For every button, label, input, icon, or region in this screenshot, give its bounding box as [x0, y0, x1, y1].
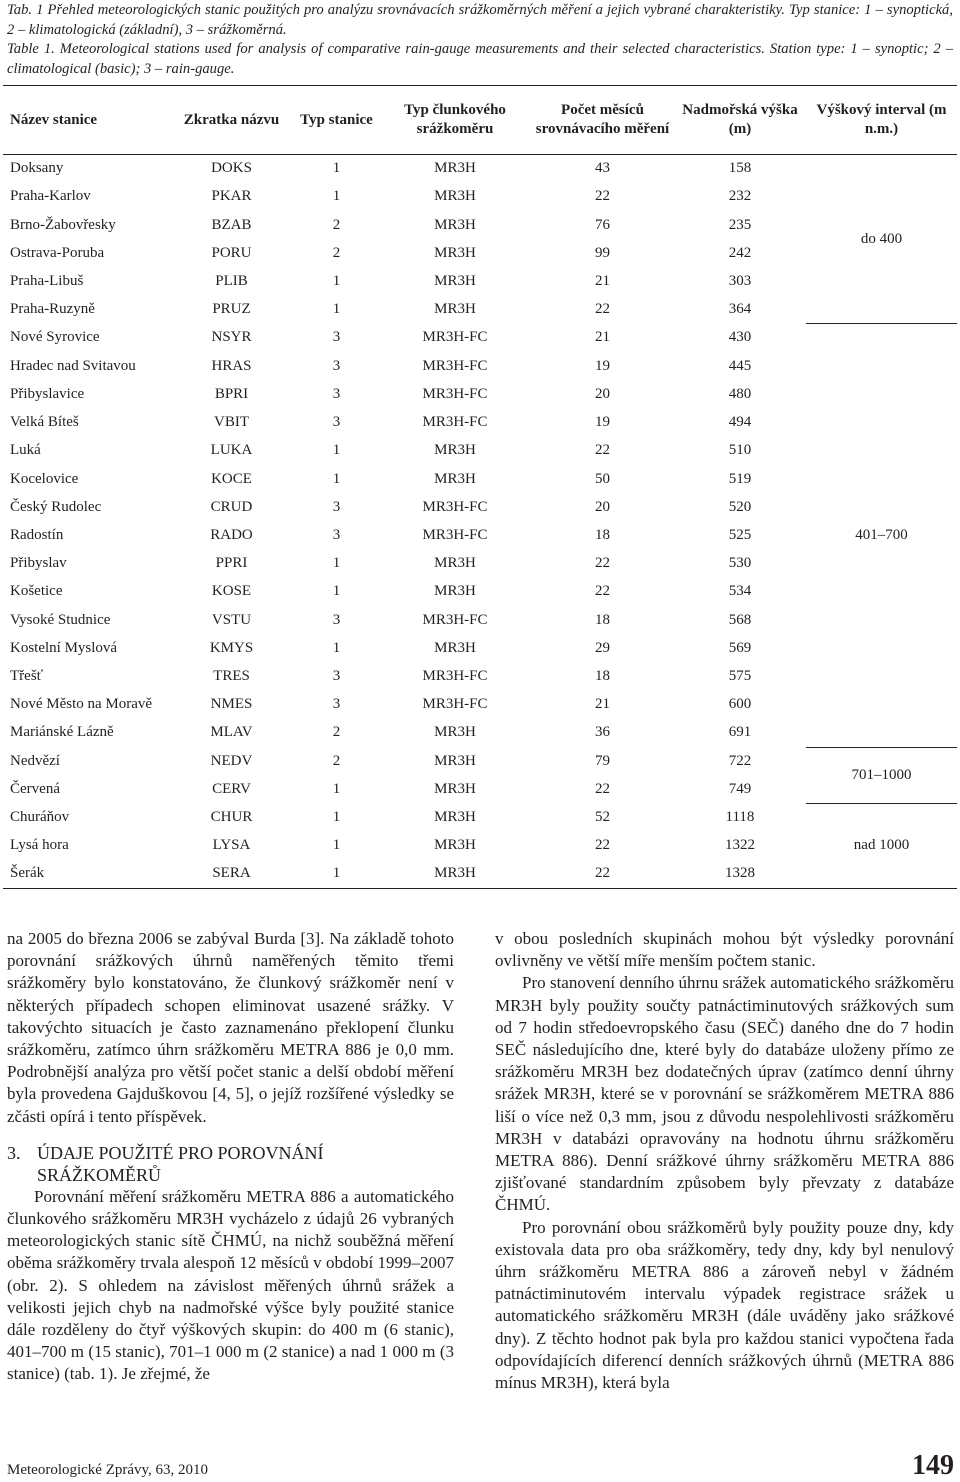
altitude-interval-cell: nad 1000	[806, 804, 957, 889]
station-name-cell: Praha-Karlov	[10, 188, 91, 205]
gauge-type-cell: MR3H	[434, 301, 476, 318]
station-type-cell: 1	[332, 160, 341, 177]
station-type-cell: 2	[332, 724, 341, 741]
months-count-cell: 22	[595, 555, 610, 572]
station-abbreviation-cell: CHUR	[210, 809, 253, 826]
gauge-type-cell: MR3H	[434, 216, 476, 233]
months-count-cell: 76	[595, 216, 610, 233]
months-count-cell: 22	[595, 442, 610, 459]
station-abbreviation-cell: PPRI	[215, 555, 248, 572]
body-paragraph: Porovnání měření srážkoměru METRA 886 a automatického člunkového srážkoměru MR3H vycházelo z údajů 26 vybraných meteorologických stanic sítě ČHMÚ, na nichž souběžná měření oběma srážkoměry trvala alespoň 12 měsíců v období 1999–2007 (obr. 2). S ohledem na závislost měřených úhrnů srážek a velikosti jejich chyb na nadmořské výšce byly použité stanice dále rozděleny do čtyř výškových skupin: do 400 m (6 stanic), 401–700 m (15 stanic), 701–1 000 m (2 stanice) a nad 1 000 m (3 stanice) (tab. 1). Je zřejmé, že	[7, 1186, 454, 1384]
altitude-cell: 303	[728, 272, 752, 289]
station-abbreviation-cell: RADO	[210, 526, 253, 543]
station-type-cell: 3	[332, 611, 341, 628]
gauge-type-cell: MR3H-FC	[422, 357, 488, 374]
station-name-cell: Šerák	[3, 860, 169, 888]
station-type-cell: 3	[332, 668, 341, 685]
table-caption-czech: Tab. 1 Přehled meteorologických stanic použitých pro analýzu srovnávacích srážkoměrných měření a jejich vybrané charakteristiky. Typ stanice: 1 – synoptická, 2 – klimatologická (základní), 3 – srážkoměrná.	[7, 2, 953, 38]
gauge-type-cell: MR3H	[434, 244, 476, 261]
station-name-cell: Velká Bíteš	[10, 414, 79, 431]
station-abbreviation-cell: NMES	[210, 696, 253, 713]
altitude-cell: 525	[728, 526, 752, 543]
header-abbreviation: Zkratka názvu	[169, 86, 294, 155]
station-name-cell: Doksany	[10, 160, 64, 177]
station-abbreviation-cell: LYSA	[212, 837, 251, 854]
gauge-type-cell: MR3H-FC	[422, 526, 488, 543]
header-station-name: Název stanice	[3, 86, 169, 155]
station-name-cell: Nové Město na Moravě	[10, 696, 153, 713]
station-name-cell: Nedvězí	[10, 752, 60, 769]
station-type-cell: 3	[332, 526, 341, 543]
months-count-cell: 22	[595, 837, 610, 854]
altitude-cell: 1328	[674, 860, 806, 888]
gauge-type-cell: MR3H	[434, 470, 476, 487]
months-count-cell: 22	[595, 583, 610, 600]
months-count-cell: 22	[595, 188, 610, 205]
station-type-cell: 2	[332, 244, 341, 261]
left-text-column	[7, 928, 454, 1386]
table-row	[3, 747, 957, 775]
altitude-cell: 242	[728, 244, 752, 261]
station-abbreviation-cell: DOKS	[211, 160, 252, 177]
months-count-cell: 29	[595, 639, 610, 656]
station-type-cell: 1	[332, 809, 341, 826]
months-count-cell: 19	[595, 414, 610, 431]
altitude-cell: 510	[728, 442, 752, 459]
body-paragraph: Pro porovnání obou srážkoměrů byly použity pouze dny, kdy existovala data pro oba srážkoměry, tedy dny, kdy byl nenulový úhrn srážkoměru METRA 886 a zároveň nebyl v žádném patnáctiminutovém intervalu výpadek registrace srážek u automatického srážkoměru MR3H (dále uváděny jako srážkové dny). Z těchto hodnot pak byla pro každou stanici vypočtena řada odpovídajících diferencí denních srážkových úhrnů (METRA 886 mínus MR3H), která byla	[495, 1217, 954, 1393]
station-abbreviation-cell: NEDV	[210, 752, 253, 769]
gauge-type-cell: MR3H	[434, 780, 476, 797]
station-name-cell: Praha-Ruzyně	[10, 301, 95, 318]
station-abbreviation-cell: PRUZ	[212, 301, 251, 318]
station-abbreviation-cell: MLAV	[210, 724, 253, 741]
station-name-cell: Praha-Libuš	[10, 272, 84, 289]
gauge-type-cell: MR3H-FC	[422, 668, 488, 685]
station-type-cell: 3	[332, 414, 341, 431]
months-count-cell: 18	[595, 611, 610, 628]
station-type-cell: 3	[332, 357, 341, 374]
station-type-cell: 1	[294, 860, 379, 888]
station-abbreviation-cell: CERV	[212, 780, 251, 797]
station-name-cell: Mariánské Lázně	[10, 724, 114, 741]
station-type-cell: 1	[332, 470, 341, 487]
station-type-cell: 1	[332, 639, 341, 656]
months-count-cell: 20	[595, 385, 610, 402]
table-header-row	[3, 86, 957, 155]
months-count-cell: 36	[595, 724, 610, 741]
station-type-cell: 1	[332, 188, 341, 205]
stations-table	[3, 85, 957, 889]
body-paragraph: Pro stanovení denního úhrnu srážek automatického srážkoměru MR3H byly použity součty patnáctiminutových srážkových sum od 7 hodin středoevropského času (SEČ) daného dne do 7 hodin SEČ následujícího dne, které byly do databáze uloženy přímo ze srážkoměru MR3H bez dodatečných úprav (zatímco denní úhrny srážek MR3H, které se v porovnání se srážkoměrem METRA 886 liší o více než 0,3 mm, jsou z důvodu nespolehlivosti srážkoměru MR3H v databázi opravovány na hodnotu úhrnu srážkoměru METRA 886). Denní srážkové úhrny srážkoměru METRA 886 zjišťované standardním způsobem byly převzaty z databáze ČHMÚ.	[495, 973, 954, 1215]
months-count-cell: 22	[531, 860, 674, 888]
gauge-type-cell: MR3H	[434, 837, 476, 854]
station-abbreviation-cell: CRUD	[210, 498, 253, 515]
altitude-cell: 364	[728, 301, 752, 318]
gauge-type-cell: MR3H	[434, 555, 476, 572]
gauge-type-cell: MR3H-FC	[422, 498, 488, 515]
altitude-cell: 691	[728, 724, 752, 741]
station-type-cell: 1	[332, 272, 341, 289]
station-type-cell: 3	[332, 498, 341, 515]
station-type-cell: 1	[332, 442, 341, 459]
gauge-type-cell: MR3H	[434, 809, 476, 826]
altitude-interval-cell: 401–700	[806, 324, 957, 747]
months-count-cell: 79	[595, 752, 610, 769]
altitude-cell: 575	[728, 668, 752, 685]
station-abbreviation-cell: PLIB	[215, 272, 248, 289]
station-name-cell: Přibyslavice	[10, 385, 85, 402]
gauge-type-cell: MR3H-FC	[422, 414, 488, 431]
header-altitude: Nadmořská výška (m)	[674, 86, 806, 155]
gauge-type-cell: MR3H	[434, 188, 476, 205]
station-name-cell: Hradec nad Svitavou	[10, 357, 136, 374]
gauge-type-cell: MR3H	[434, 639, 476, 656]
months-count-cell: 18	[595, 668, 610, 685]
station-type-cell: 1	[332, 301, 341, 318]
gauge-type-cell: MR3H	[434, 272, 476, 289]
altitude-cell: 232	[728, 188, 752, 205]
altitude-cell: 445	[728, 357, 752, 374]
station-type-cell: 1	[332, 555, 341, 572]
altitude-cell: 158	[728, 160, 752, 177]
gauge-type-cell: MR3H	[434, 442, 476, 459]
station-name-cell: Košetice	[10, 583, 63, 600]
months-count-cell: 22	[595, 301, 610, 318]
table-body	[3, 155, 957, 889]
altitude-interval-cell: do 400	[806, 155, 957, 324]
months-count-cell: 22	[595, 780, 610, 797]
station-abbreviation-cell: VBIT	[214, 414, 249, 431]
station-abbreviation-cell: BZAB	[211, 216, 252, 233]
section-heading	[7, 1142, 454, 1186]
gauge-type-cell: MR3H-FC	[422, 611, 488, 628]
station-abbreviation-cell: KOSE	[211, 583, 252, 600]
header-gauge-type: Typ člunkového srážkoměru	[379, 86, 531, 155]
station-name-cell: Červená	[10, 780, 60, 797]
gauge-type-cell: MR3H	[434, 583, 476, 600]
altitude-cell: 430	[728, 329, 752, 346]
months-count-cell: 52	[595, 809, 610, 826]
altitude-cell: 1118	[725, 809, 755, 826]
journal-citation: Meteorologické Zprávy, 63, 2010	[7, 1462, 209, 1478]
station-name-cell: Churáňov	[10, 809, 70, 826]
altitude-cell: 1322	[725, 837, 755, 854]
table-caption-english: Table 1. Meteorological stations used for analysis of comparative rain-gauge measurements and their selected characteristics. Station type: 1 – synoptic; 2 – climatological (basic); 3 – rain-gauge.	[7, 41, 953, 77]
months-count-cell: 21	[595, 329, 610, 346]
station-name-cell: Kocelovice	[10, 470, 79, 487]
gauge-type-cell: MR3H	[434, 752, 476, 769]
table-row	[3, 804, 957, 832]
table-row	[3, 324, 957, 352]
header-altitude-interval: Výškový interval (m n.m.)	[806, 86, 957, 155]
months-count-cell: 43	[595, 160, 610, 177]
months-count-cell: 18	[595, 526, 610, 543]
station-type-cell: 1	[332, 583, 341, 600]
station-type-cell: 1	[332, 780, 341, 797]
gauge-type-cell: MR3H	[434, 724, 476, 741]
station-name-cell: Kostelní Myslová	[10, 639, 118, 656]
station-name-cell: Radostín	[10, 526, 64, 543]
station-abbreviation-cell: TRES	[213, 668, 250, 685]
station-name-cell: Nové Syrovice	[10, 329, 100, 346]
months-count-cell: 21	[595, 272, 610, 289]
header-station-type: Typ stanice	[294, 86, 379, 155]
gauge-type-cell: MR3H	[379, 860, 531, 888]
station-name-cell: Brno-Žabovřesky	[10, 216, 116, 233]
table-row	[3, 155, 957, 183]
station-abbreviation-cell: VSTU	[211, 611, 252, 628]
altitude-cell: 480	[728, 385, 752, 402]
altitude-interval-cell: 701–1000	[806, 747, 957, 803]
section-title-line1: ÚDAJE POUŽITÉ PRO POROVNÁNÍ	[37, 1142, 324, 1163]
station-type-cell: 2	[332, 216, 341, 233]
altitude-cell: 749	[728, 780, 752, 797]
altitude-cell: 235	[728, 216, 752, 233]
altitude-cell: 519	[728, 470, 752, 487]
station-abbreviation-cell: PORU	[211, 244, 252, 261]
station-name-cell: Třešť	[10, 668, 44, 685]
gauge-type-cell: MR3H-FC	[422, 329, 488, 346]
station-abbreviation-cell: HRAS	[211, 357, 252, 374]
months-count-cell: 21	[595, 696, 610, 713]
station-type-cell: 3	[332, 696, 341, 713]
months-count-cell: 20	[595, 498, 610, 515]
station-abbreviation-cell: BPRI	[214, 385, 249, 402]
station-abbreviation-cell: SERA	[169, 860, 294, 888]
page-number: 149	[912, 1450, 954, 1481]
months-count-cell: 99	[595, 244, 610, 261]
station-name-cell: Luká	[10, 442, 41, 459]
altitude-cell: 569	[728, 639, 752, 656]
altitude-cell: 520	[728, 498, 752, 515]
altitude-cell: 530	[728, 555, 752, 572]
station-type-cell: 1	[332, 837, 341, 854]
months-count-cell: 19	[595, 357, 610, 374]
station-abbreviation-cell: PKAR	[211, 188, 252, 205]
gauge-type-cell: MR3H-FC	[422, 385, 488, 402]
station-abbreviation-cell: KMYS	[209, 639, 254, 656]
station-name-cell: Přibyslav	[10, 555, 67, 572]
gauge-type-cell: MR3H	[434, 160, 476, 177]
station-name-cell: Ostrava-Poruba	[10, 244, 105, 261]
section-title-line2: SRÁŽKOMĚRŮ	[37, 1164, 162, 1185]
body-paragraph: na 2005 do března 2006 se zabýval Burda [3]. Na základě tohoto porovnání srážkových úhrnů naměřených těmito třemi srážkoměry bylo konstatováno, že člunkový srážkoměr není v některých případech schopen eliminovat usazené srážky. V takovýchto situacích je často zaznamenáno překlopení člunku srážkoměru, zatímco úhrn srážkoměru METRA 886 je 0,0 mm. Podrobnější analýza pro větší počet stanic a delší období měření byla provedena Gajduškovou [4, 5], o jejíž rozšířené výsledky se zčásti opírá i tento příspěvek.	[7, 929, 454, 1126]
station-type-cell: 2	[332, 752, 341, 769]
months-count-cell: 50	[595, 470, 610, 487]
station-abbreviation-cell: NSYR	[211, 329, 252, 346]
altitude-cell: 722	[728, 752, 752, 769]
station-type-cell: 3	[332, 329, 341, 346]
right-text-column	[495, 928, 954, 1394]
station-abbreviation-cell: KOCE	[211, 470, 252, 487]
station-abbreviation-cell: LUKA	[210, 442, 253, 459]
station-name-cell: Vysoké Studnice	[10, 611, 111, 628]
body-paragraph: v obou posledních skupinách mohou být výsledky porovnání ovlivněny ve větší míře menším počtem stanic.	[495, 929, 954, 971]
altitude-cell: 568	[728, 611, 752, 628]
station-name-cell: Český Rudolec	[10, 498, 102, 515]
altitude-cell: 494	[728, 414, 752, 431]
gauge-type-cell: MR3H-FC	[422, 696, 488, 713]
altitude-cell: 534	[728, 583, 752, 600]
altitude-cell: 600	[728, 696, 752, 713]
section-number: 3.	[7, 1142, 21, 1163]
header-months-count: Počet měsíců srovnávacího měření	[531, 86, 674, 155]
station-type-cell: 3	[332, 385, 341, 402]
station-name-cell: Lysá hora	[10, 837, 69, 854]
